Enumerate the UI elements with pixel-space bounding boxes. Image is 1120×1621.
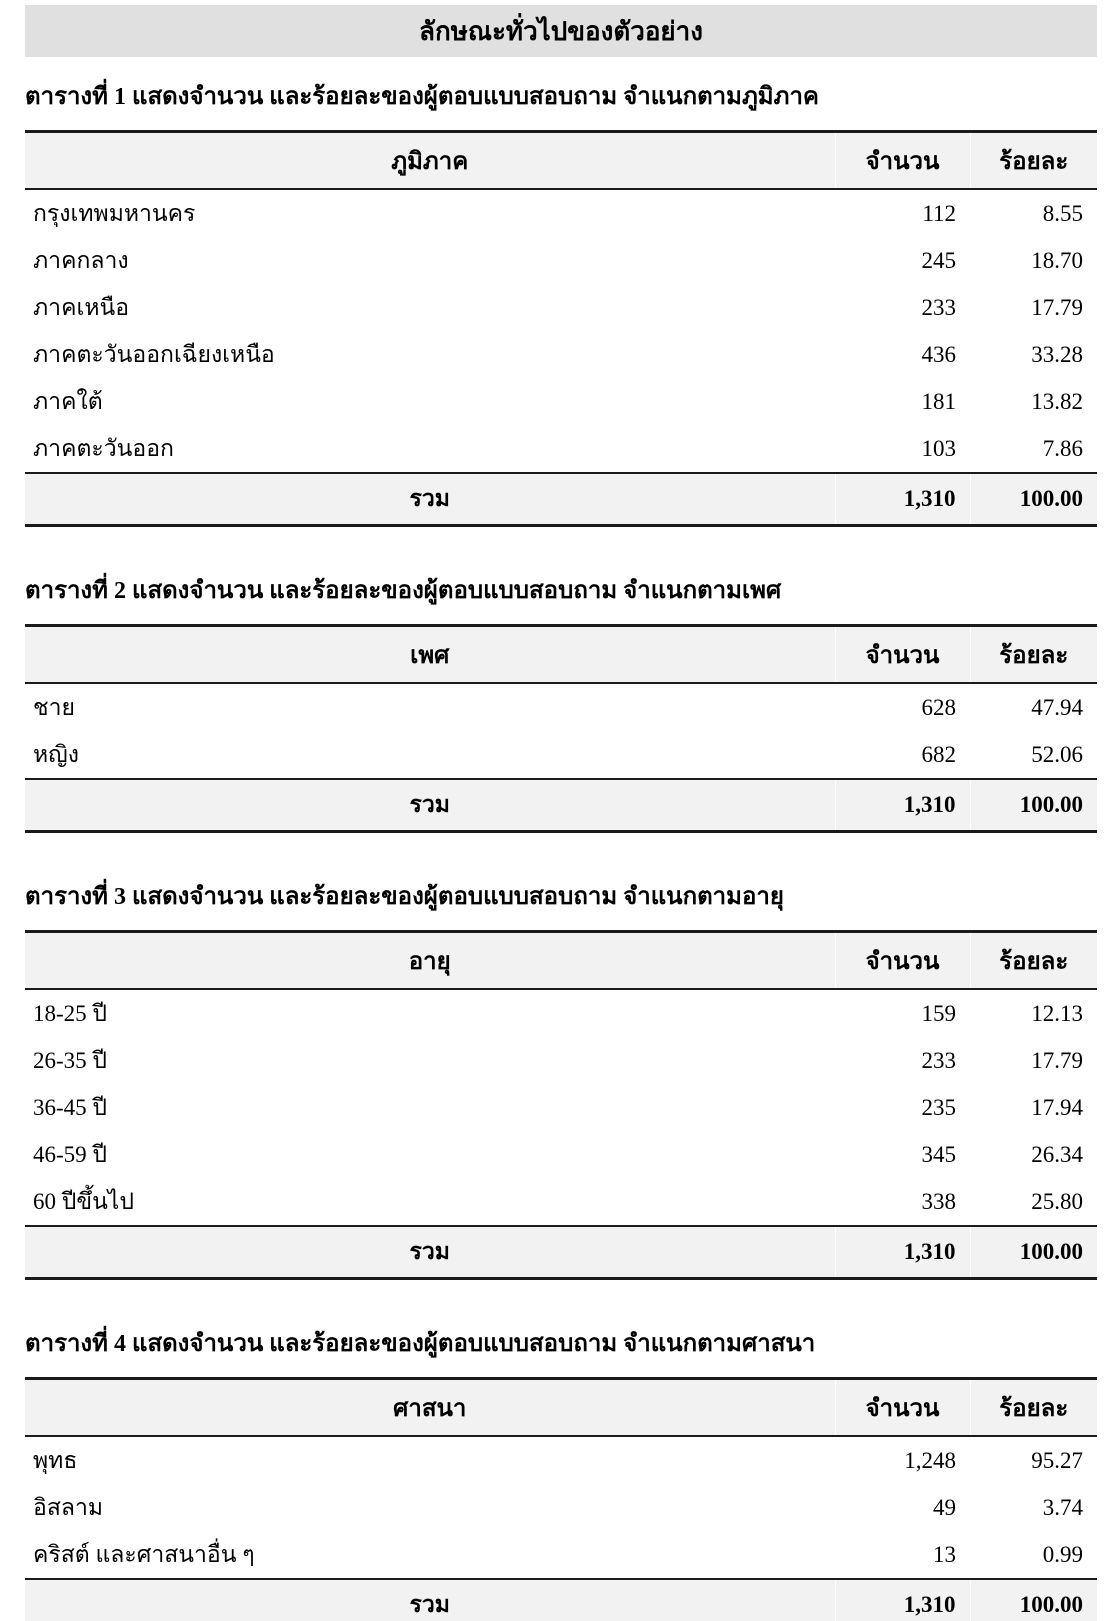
row-count: 245 [921,247,956,273]
col-header-label: ภูมิภาค [25,132,835,190]
data-table [25,1377,1097,1621]
total-percent: 100.00 [970,779,1097,832]
total-row [25,779,1097,832]
row-count: 233 [921,1047,956,1073]
data-table [25,624,1097,833]
data-table [25,130,1097,527]
data-table [25,930,1097,1280]
table-section [25,81,1097,527]
table-row [25,1037,1097,1084]
table-body [25,683,1097,832]
total-row [25,473,1097,526]
row-count: 345 [921,1141,956,1167]
table-row [25,1131,1097,1178]
table-row [25,683,1097,731]
col-header-percent: ร้อยละ [970,626,1097,684]
row-count: 235 [921,1094,956,1120]
row-label: ภาคกลาง [33,247,129,273]
col-header-label: อายุ [25,932,835,990]
row-percent: 18.70 [1031,247,1083,273]
row-count: 13 [933,1541,956,1567]
total-percent: 100.00 [970,1226,1097,1279]
table-title: ตารางที่ 4 แสดงจำนวน และร้อยละของผู้ตอบแบบสอบถาม จำแนกตามศาสนา [25,1331,816,1357]
col-header-label: ศาสนา [25,1379,835,1437]
row-percent: 52.06 [1031,741,1083,767]
table-row [25,1531,1097,1579]
row-percent: 17.79 [1031,294,1083,320]
row-label: คริสต์ และศาสนาอื่น ๆ [33,1541,255,1567]
row-percent: 47.94 [1031,694,1083,720]
total-count: 1,310 [835,1579,970,1621]
row-count: 628 [921,694,956,720]
col-header-count: จำนวน [835,132,970,190]
table-title: ตารางที่ 2 แสดงจำนวน และร้อยละของผู้ตอบแบบสอบถาม จำแนกตามเพศ [25,578,782,604]
row-label: กรุงเทพมหานคร [33,200,196,226]
table-row [25,237,1097,284]
row-label: 26-35 ปี [33,1047,108,1073]
row-label: 36-45 ปี [33,1094,108,1120]
total-row [25,1226,1097,1279]
row-label: อิสลาม [33,1494,104,1520]
row-percent: 26.34 [1031,1141,1083,1167]
row-percent: 13.82 [1031,388,1083,414]
col-header-count: จำนวน [835,932,970,990]
row-count: 159 [921,1000,956,1026]
table-row [25,1084,1097,1131]
row-count: 103 [921,435,956,461]
row-label: 46-59 ปี [33,1141,108,1167]
total-percent: 100.00 [970,473,1097,526]
total-label: รวม [25,1579,835,1621]
table-row [25,1178,1097,1226]
row-percent: 33.28 [1031,341,1083,367]
header-row [25,932,1097,990]
total-label: รวม [25,473,835,526]
table-row [25,1484,1097,1531]
row-label: ภาคตะวันออกเฉียงเหนือ [33,341,275,367]
table-body [25,989,1097,1279]
col-header-count: จำนวน [835,1379,970,1437]
table-row [25,331,1097,378]
table-row [25,989,1097,1037]
row-label: หญิง [33,741,79,767]
row-count: 682 [921,741,956,767]
row-percent: 7.86 [1042,435,1083,461]
table-title: ตารางที่ 1 แสดงจำนวน และร้อยละของผู้ตอบแบบสอบถาม จำแนกตามภูมิภาค [25,84,819,110]
total-label: รวม [25,779,835,832]
row-count: 181 [921,388,956,414]
row-label: ภาคตะวันออก [33,435,174,461]
row-label: ชาย [33,694,76,720]
row-label: 60 ปีขึ้นไป [33,1188,134,1214]
table-title: ตารางที่ 3 แสดงจำนวน และร้อยละของผู้ตอบแบบสอบถาม จำแนกตามอายุ [25,884,784,910]
table-body [25,189,1097,526]
total-count: 1,310 [835,473,970,526]
row-count: 338 [921,1188,956,1214]
col-header-percent: ร้อยละ [970,932,1097,990]
table-row [25,731,1097,779]
row-label: พุทธ [33,1447,78,1473]
row-percent: 0.99 [1042,1541,1083,1567]
row-count: 436 [921,341,956,367]
row-count: 1,248 [904,1447,956,1473]
row-percent: 12.13 [1031,1000,1083,1026]
total-count: 1,310 [835,779,970,832]
table-row [25,378,1097,425]
col-header-percent: ร้อยละ [970,132,1097,190]
row-count: 112 [922,200,956,226]
row-label: 18-25 ปี [33,1000,108,1026]
table-section [25,881,1097,1280]
page-title-banner [25,5,1097,57]
row-label: ภาคเหนือ [33,294,130,320]
table-body [25,1436,1097,1621]
row-percent: 17.79 [1031,1047,1083,1073]
col-header-count: จำนวน [835,626,970,684]
total-row [25,1579,1097,1621]
table-section [25,575,1097,833]
col-header-label: เพศ [25,626,835,684]
row-percent: 95.27 [1031,1447,1083,1473]
table-row [25,1436,1097,1484]
table-row [25,189,1097,237]
col-header-percent: ร้อยละ [970,1379,1097,1437]
row-percent: 17.94 [1031,1094,1083,1120]
row-label: ภาคใต้ [33,388,103,414]
table-section [25,1328,1097,1621]
total-percent: 100.00 [970,1579,1097,1621]
row-count: 49 [933,1494,956,1520]
tables-container [25,81,1097,1621]
table-row [25,425,1097,473]
header-row [25,626,1097,684]
table-row [25,284,1097,331]
total-count: 1,310 [835,1226,970,1279]
row-percent: 25.80 [1031,1188,1083,1214]
row-percent: 3.74 [1042,1494,1083,1520]
row-percent: 8.55 [1042,200,1083,226]
header-row [25,1379,1097,1437]
page-title: ลักษณะทั่วไปของตัวอย่าง [419,16,703,46]
header-row [25,132,1097,190]
total-label: รวม [25,1226,835,1279]
row-count: 233 [921,294,956,320]
